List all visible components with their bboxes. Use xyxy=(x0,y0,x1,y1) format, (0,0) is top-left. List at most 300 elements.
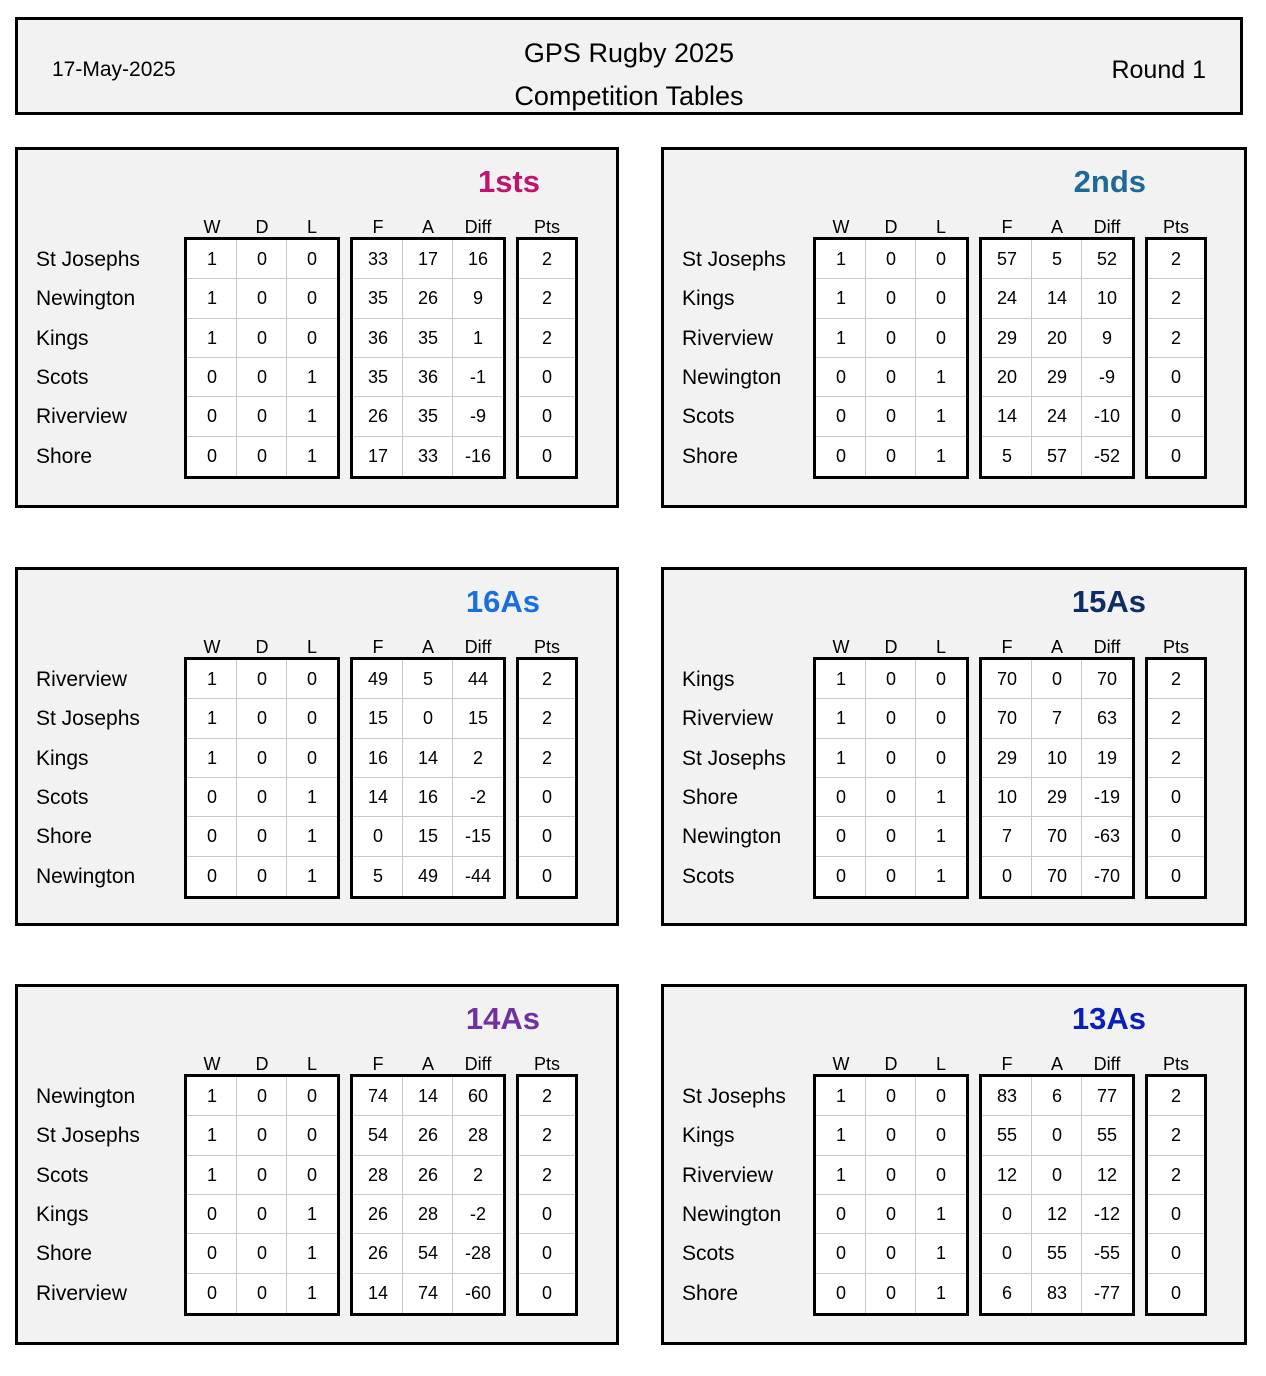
a-value: 14 xyxy=(417,747,439,768)
l-value: 0 xyxy=(935,249,946,269)
scores-table xyxy=(350,1074,506,1316)
pts-value: 0 xyxy=(541,865,552,886)
pts-value: 2 xyxy=(541,669,552,689)
column-header-d: D xyxy=(884,637,898,657)
a-value: 26 xyxy=(417,1164,439,1185)
l-value: 0 xyxy=(306,1086,317,1106)
title-line-1: GPS Rugby 2025 xyxy=(523,38,735,68)
diff-value: 77 xyxy=(1096,1086,1118,1106)
team-name: St Josephs xyxy=(36,1124,140,1148)
d-value: 0 xyxy=(885,366,896,387)
diff-value: 63 xyxy=(1096,708,1118,729)
column-header-f: F xyxy=(372,217,384,237)
pts-value: 0 xyxy=(1170,366,1181,387)
pts-value: 2 xyxy=(541,249,552,269)
d-value: 0 xyxy=(885,708,896,729)
l-value: 0 xyxy=(935,327,946,348)
w-value: 1 xyxy=(835,1125,846,1146)
w-value: 0 xyxy=(206,1243,217,1264)
a-value: 24 xyxy=(1046,406,1068,427)
team-name: Scots xyxy=(682,864,735,888)
team-name: Kings xyxy=(36,746,89,770)
l-value: 1 xyxy=(306,366,317,387)
column-header-d: D xyxy=(255,1054,269,1074)
a-value: 29 xyxy=(1046,366,1068,387)
pts-value: 2 xyxy=(1170,1164,1181,1185)
l-value: 1 xyxy=(935,366,946,387)
a-value: 20 xyxy=(1046,327,1068,348)
f-value: 16 xyxy=(367,747,389,768)
team-name: Riverview xyxy=(36,668,128,691)
points-table xyxy=(1145,1074,1207,1316)
team-name: Shore xyxy=(36,444,93,468)
competition-panel-2nds xyxy=(661,147,1247,508)
a-value: 0 xyxy=(1051,1164,1062,1185)
column-header-w: W xyxy=(203,637,221,657)
wdl-table xyxy=(184,657,340,899)
d-value: 0 xyxy=(885,249,896,269)
f-value: 0 xyxy=(1001,1203,1012,1224)
column-header-a: A xyxy=(1050,1054,1063,1074)
pts-value: 0 xyxy=(1170,445,1181,466)
w-value: 0 xyxy=(835,1282,846,1303)
w-value: 0 xyxy=(835,786,846,807)
scores-table xyxy=(350,237,506,479)
w-value: 0 xyxy=(206,865,217,886)
a-value: 14 xyxy=(1046,288,1068,309)
team-name: Newington xyxy=(682,825,782,849)
l-value: 1 xyxy=(306,826,317,847)
f-value: 57 xyxy=(996,249,1018,269)
w-value: 0 xyxy=(835,445,846,466)
d-value: 0 xyxy=(885,1164,896,1185)
a-value: 12 xyxy=(1046,1203,1068,1224)
d-value: 0 xyxy=(885,865,896,886)
f-value: 26 xyxy=(367,1203,389,1224)
a-value: 5 xyxy=(422,669,433,689)
page-title xyxy=(18,32,1240,118)
f-value: 55 xyxy=(996,1125,1018,1146)
l-value: 0 xyxy=(306,249,317,269)
a-value: 16 xyxy=(417,786,439,807)
w-value: 1 xyxy=(835,288,846,309)
column-header-f: F xyxy=(372,1054,384,1074)
a-value: 26 xyxy=(417,288,439,309)
team-name: Riverview xyxy=(682,707,774,731)
f-value: 26 xyxy=(367,1243,389,1264)
pts-value: 0 xyxy=(1170,865,1181,886)
w-value: 0 xyxy=(206,826,217,847)
f-value: 28 xyxy=(367,1164,389,1185)
scores-table xyxy=(979,1074,1135,1316)
f-value: 0 xyxy=(372,826,383,847)
diff-value: 1 xyxy=(472,327,483,348)
scores-table xyxy=(350,657,506,899)
a-value: 83 xyxy=(1046,1282,1068,1303)
diff-value: 60 xyxy=(467,1086,489,1106)
d-value: 0 xyxy=(885,1203,896,1224)
column-header-pts: Pts xyxy=(533,637,560,657)
column-header-a: A xyxy=(421,1054,434,1074)
column-header-d: D xyxy=(255,217,269,237)
diff-value: -77 xyxy=(1093,1282,1120,1303)
competition-title: 15As xyxy=(1071,584,1146,619)
team-name: Newington xyxy=(682,365,782,389)
scores-table xyxy=(979,237,1135,479)
w-value: 0 xyxy=(835,1243,846,1264)
f-value: 29 xyxy=(996,327,1018,348)
w-value: 1 xyxy=(206,249,217,269)
diff-value: -63 xyxy=(1093,826,1120,847)
w-value: 1 xyxy=(835,669,846,689)
l-value: 1 xyxy=(935,1282,946,1303)
column-header-pts: Pts xyxy=(1162,217,1189,237)
d-value: 0 xyxy=(885,445,896,466)
team-name: St Josephs xyxy=(682,746,786,770)
competition-panel-1sts xyxy=(15,147,619,508)
column-header-diff: Diff xyxy=(464,637,492,657)
l-value: 1 xyxy=(935,406,946,427)
team-name: Shore xyxy=(682,785,739,809)
diff-value: 12 xyxy=(1096,1164,1118,1185)
column-header-w: W xyxy=(832,217,850,237)
d-value: 0 xyxy=(256,786,267,807)
diff-value: -10 xyxy=(1093,406,1120,427)
column-header-pts: Pts xyxy=(1162,637,1189,657)
team-name: Riverview xyxy=(682,326,774,350)
column-header-w: W xyxy=(832,637,850,657)
w-value: 0 xyxy=(206,406,217,427)
team-name: Shore xyxy=(36,1242,93,1266)
d-value: 0 xyxy=(256,669,267,689)
points-table xyxy=(1145,657,1207,899)
l-value: 0 xyxy=(935,747,946,768)
a-value: 7 xyxy=(1051,708,1062,729)
l-value: 0 xyxy=(306,1125,317,1146)
a-value: 55 xyxy=(1046,1243,1068,1264)
header-round: Round 1 xyxy=(1111,56,1206,84)
column-header-d: D xyxy=(884,1054,898,1074)
d-value: 0 xyxy=(885,747,896,768)
w-value: 1 xyxy=(206,327,217,348)
a-value: 49 xyxy=(417,865,439,886)
w-value: 0 xyxy=(835,406,846,427)
a-value: 6 xyxy=(1051,1086,1062,1106)
d-value: 0 xyxy=(256,249,267,269)
pts-value: 2 xyxy=(1170,249,1181,269)
pts-value: 0 xyxy=(1170,1282,1181,1303)
f-value: 54 xyxy=(367,1125,389,1146)
competition-title: 16As xyxy=(465,584,540,619)
team-name: Scots xyxy=(36,365,89,389)
team-name: Riverview xyxy=(36,1281,128,1305)
pts-value: 2 xyxy=(541,708,552,729)
diff-value: 70 xyxy=(1096,669,1118,689)
team-name: Newington xyxy=(36,864,136,888)
diff-value: 15 xyxy=(467,708,489,729)
column-header-pts: Pts xyxy=(1162,1054,1189,1074)
w-value: 1 xyxy=(206,1164,217,1185)
d-value: 0 xyxy=(256,1125,267,1146)
pts-value: 2 xyxy=(1170,327,1181,348)
d-value: 0 xyxy=(256,1203,267,1224)
column-header-w: W xyxy=(203,1054,221,1074)
w-value: 1 xyxy=(835,1164,846,1185)
pts-value: 2 xyxy=(541,1086,552,1106)
f-value: 70 xyxy=(996,708,1018,729)
pts-value: 0 xyxy=(541,366,552,387)
diff-value: 16 xyxy=(467,249,489,269)
column-header-l: L xyxy=(306,637,317,657)
d-value: 0 xyxy=(885,327,896,348)
column-header-l: L xyxy=(935,217,946,237)
diff-value: -19 xyxy=(1093,786,1120,807)
l-value: 0 xyxy=(306,708,317,729)
diff-value: 19 xyxy=(1096,747,1118,768)
d-value: 0 xyxy=(256,708,267,729)
column-header-a: A xyxy=(1050,637,1063,657)
competition-panel-13as xyxy=(661,984,1247,1345)
wdl-table xyxy=(184,237,340,479)
diff-value: 2 xyxy=(472,1164,483,1185)
column-header-w: W xyxy=(832,1054,850,1074)
pts-value: 0 xyxy=(541,1282,552,1303)
diff-value: -44 xyxy=(464,865,491,886)
a-value: 57 xyxy=(1046,445,1068,466)
f-value: 74 xyxy=(367,1086,389,1106)
w-value: 0 xyxy=(835,826,846,847)
wdl-table xyxy=(813,237,969,479)
column-header-f: F xyxy=(1001,217,1013,237)
f-value: 26 xyxy=(367,406,389,427)
d-value: 0 xyxy=(256,1086,267,1106)
d-value: 0 xyxy=(256,327,267,348)
pts-value: 0 xyxy=(1170,826,1181,847)
column-header-diff: Diff xyxy=(1093,217,1121,237)
w-value: 1 xyxy=(206,708,217,729)
diff-value: -60 xyxy=(464,1282,491,1303)
diff-value: -2 xyxy=(469,786,486,807)
pts-value: 2 xyxy=(1170,747,1181,768)
diff-value: -1 xyxy=(469,366,486,387)
f-value: 70 xyxy=(996,669,1018,689)
wdl-table xyxy=(184,1074,340,1316)
d-value: 0 xyxy=(256,366,267,387)
f-value: 35 xyxy=(367,288,389,309)
diff-value: 2 xyxy=(472,747,483,768)
diff-value: -16 xyxy=(464,445,491,466)
column-header-a: A xyxy=(1050,217,1063,237)
l-value: 1 xyxy=(935,865,946,886)
diff-value: -55 xyxy=(1093,1243,1120,1264)
column-header-w: W xyxy=(203,217,221,237)
team-name: St Josephs xyxy=(36,248,140,271)
a-value: 35 xyxy=(417,406,439,427)
d-value: 0 xyxy=(885,669,896,689)
f-value: 0 xyxy=(1001,1243,1012,1264)
a-value: 0 xyxy=(1051,1125,1062,1146)
a-value: 14 xyxy=(417,1086,439,1106)
team-name: Scots xyxy=(682,1242,735,1266)
a-value: 33 xyxy=(417,445,439,466)
team-name: Newington xyxy=(36,287,136,311)
pts-value: 2 xyxy=(1170,669,1181,689)
w-value: 1 xyxy=(835,1086,846,1106)
diff-value: -9 xyxy=(1098,366,1115,387)
pts-value: 2 xyxy=(1170,288,1181,309)
points-table xyxy=(516,1074,578,1316)
a-value: 26 xyxy=(417,1125,439,1146)
diff-value: -28 xyxy=(464,1243,491,1264)
pts-value: 2 xyxy=(541,747,552,768)
team-name: Riverview xyxy=(682,1163,774,1187)
l-value: 0 xyxy=(935,669,946,689)
d-value: 0 xyxy=(885,1125,896,1146)
f-value: 14 xyxy=(367,1282,389,1303)
f-value: 33 xyxy=(367,249,389,269)
d-value: 0 xyxy=(256,747,267,768)
diff-value: -9 xyxy=(469,406,486,427)
a-value: 74 xyxy=(417,1282,439,1303)
team-name: Kings xyxy=(36,1202,89,1226)
column-header-a: A xyxy=(421,217,434,237)
f-value: 24 xyxy=(996,288,1018,309)
f-value: 35 xyxy=(367,366,389,387)
column-header-diff: Diff xyxy=(464,217,492,237)
d-value: 0 xyxy=(256,406,267,427)
column-header-f: F xyxy=(1001,637,1013,657)
column-header-d: D xyxy=(884,217,898,237)
a-value: 17 xyxy=(417,249,439,269)
competition-panel-14as xyxy=(15,984,619,1345)
title-line-2: Competition Tables xyxy=(514,81,744,111)
points-table xyxy=(516,657,578,899)
diff-value: -12 xyxy=(1093,1203,1120,1224)
team-name: Kings xyxy=(682,1124,735,1148)
l-value: 1 xyxy=(306,406,317,427)
column-header-diff: Diff xyxy=(464,1054,492,1074)
pts-value: 0 xyxy=(1170,786,1181,807)
pts-value: 2 xyxy=(1170,708,1181,729)
pts-value: 0 xyxy=(541,1203,552,1224)
a-value: 29 xyxy=(1046,786,1068,807)
l-value: 1 xyxy=(935,1243,946,1264)
pts-value: 2 xyxy=(541,1125,552,1146)
team-name: Newington xyxy=(682,1202,782,1226)
l-value: 1 xyxy=(935,786,946,807)
l-value: 1 xyxy=(306,1282,317,1303)
diff-value: 28 xyxy=(467,1125,489,1146)
diff-value: -70 xyxy=(1093,865,1120,886)
pts-value: 2 xyxy=(1170,1086,1181,1106)
header-date: 17-May-2025 xyxy=(52,58,176,81)
team-name: Scots xyxy=(36,785,89,809)
wdl-table xyxy=(813,1074,969,1316)
w-value: 0 xyxy=(835,1203,846,1224)
points-table xyxy=(1145,237,1207,479)
l-value: 0 xyxy=(935,1164,946,1185)
diff-value: 55 xyxy=(1096,1125,1118,1146)
f-value: 14 xyxy=(367,786,389,807)
w-value: 0 xyxy=(206,786,217,807)
w-value: 1 xyxy=(835,708,846,729)
l-value: 1 xyxy=(306,865,317,886)
l-value: 1 xyxy=(306,1243,317,1264)
l-value: 0 xyxy=(935,708,946,729)
a-value: 0 xyxy=(1051,669,1062,689)
column-header-pts: Pts xyxy=(533,217,560,237)
w-value: 1 xyxy=(835,327,846,348)
w-value: 1 xyxy=(206,288,217,309)
l-value: 0 xyxy=(306,288,317,309)
diff-value: -52 xyxy=(1093,445,1120,466)
w-value: 1 xyxy=(206,1125,217,1146)
d-value: 0 xyxy=(885,406,896,427)
diff-value: 9 xyxy=(1101,327,1112,348)
f-value: 12 xyxy=(996,1164,1018,1185)
l-value: 0 xyxy=(306,1164,317,1185)
pts-value: 0 xyxy=(541,406,552,427)
team-name: St Josephs xyxy=(682,1085,786,1108)
w-value: 0 xyxy=(206,366,217,387)
f-value: 10 xyxy=(996,786,1018,807)
team-name: Shore xyxy=(36,825,93,849)
w-value: 0 xyxy=(206,1282,217,1303)
f-value: 7 xyxy=(1001,826,1012,847)
column-header-l: L xyxy=(935,637,946,657)
l-value: 1 xyxy=(935,445,946,466)
team-name: Scots xyxy=(682,405,735,429)
competition-panel-16as xyxy=(15,567,619,926)
l-value: 0 xyxy=(935,288,946,309)
pts-value: 0 xyxy=(1170,1203,1181,1224)
a-value: 10 xyxy=(1046,747,1068,768)
f-value: 49 xyxy=(367,669,389,689)
l-value: 0 xyxy=(306,669,317,689)
diff-value: 10 xyxy=(1096,288,1118,309)
diff-value: -2 xyxy=(469,1203,486,1224)
diff-value: 52 xyxy=(1096,249,1118,269)
a-value: 0 xyxy=(422,708,433,729)
pts-value: 0 xyxy=(541,1243,552,1264)
pts-value: 2 xyxy=(1170,1125,1181,1146)
diff-value: 9 xyxy=(472,288,483,309)
team-name: Shore xyxy=(682,1281,739,1305)
a-value: 54 xyxy=(417,1243,439,1264)
f-value: 83 xyxy=(996,1086,1018,1106)
f-value: 6 xyxy=(1001,1282,1012,1303)
w-value: 1 xyxy=(835,249,846,269)
d-value: 0 xyxy=(885,288,896,309)
l-value: 1 xyxy=(306,445,317,466)
competition-panel-15as xyxy=(661,567,1247,926)
d-value: 0 xyxy=(256,1282,267,1303)
team-name: St Josephs xyxy=(682,248,786,271)
l-value: 0 xyxy=(306,327,317,348)
scores-table xyxy=(979,657,1135,899)
pts-value: 0 xyxy=(541,445,552,466)
team-name: Newington xyxy=(36,1085,136,1108)
pts-value: 2 xyxy=(541,327,552,348)
f-value: 15 xyxy=(367,708,389,729)
pts-value: 2 xyxy=(541,1164,552,1185)
d-value: 0 xyxy=(256,288,267,309)
d-value: 0 xyxy=(256,1243,267,1264)
l-value: 1 xyxy=(306,786,317,807)
w-value: 0 xyxy=(206,445,217,466)
pts-value: 0 xyxy=(1170,406,1181,427)
page-header xyxy=(15,17,1243,115)
